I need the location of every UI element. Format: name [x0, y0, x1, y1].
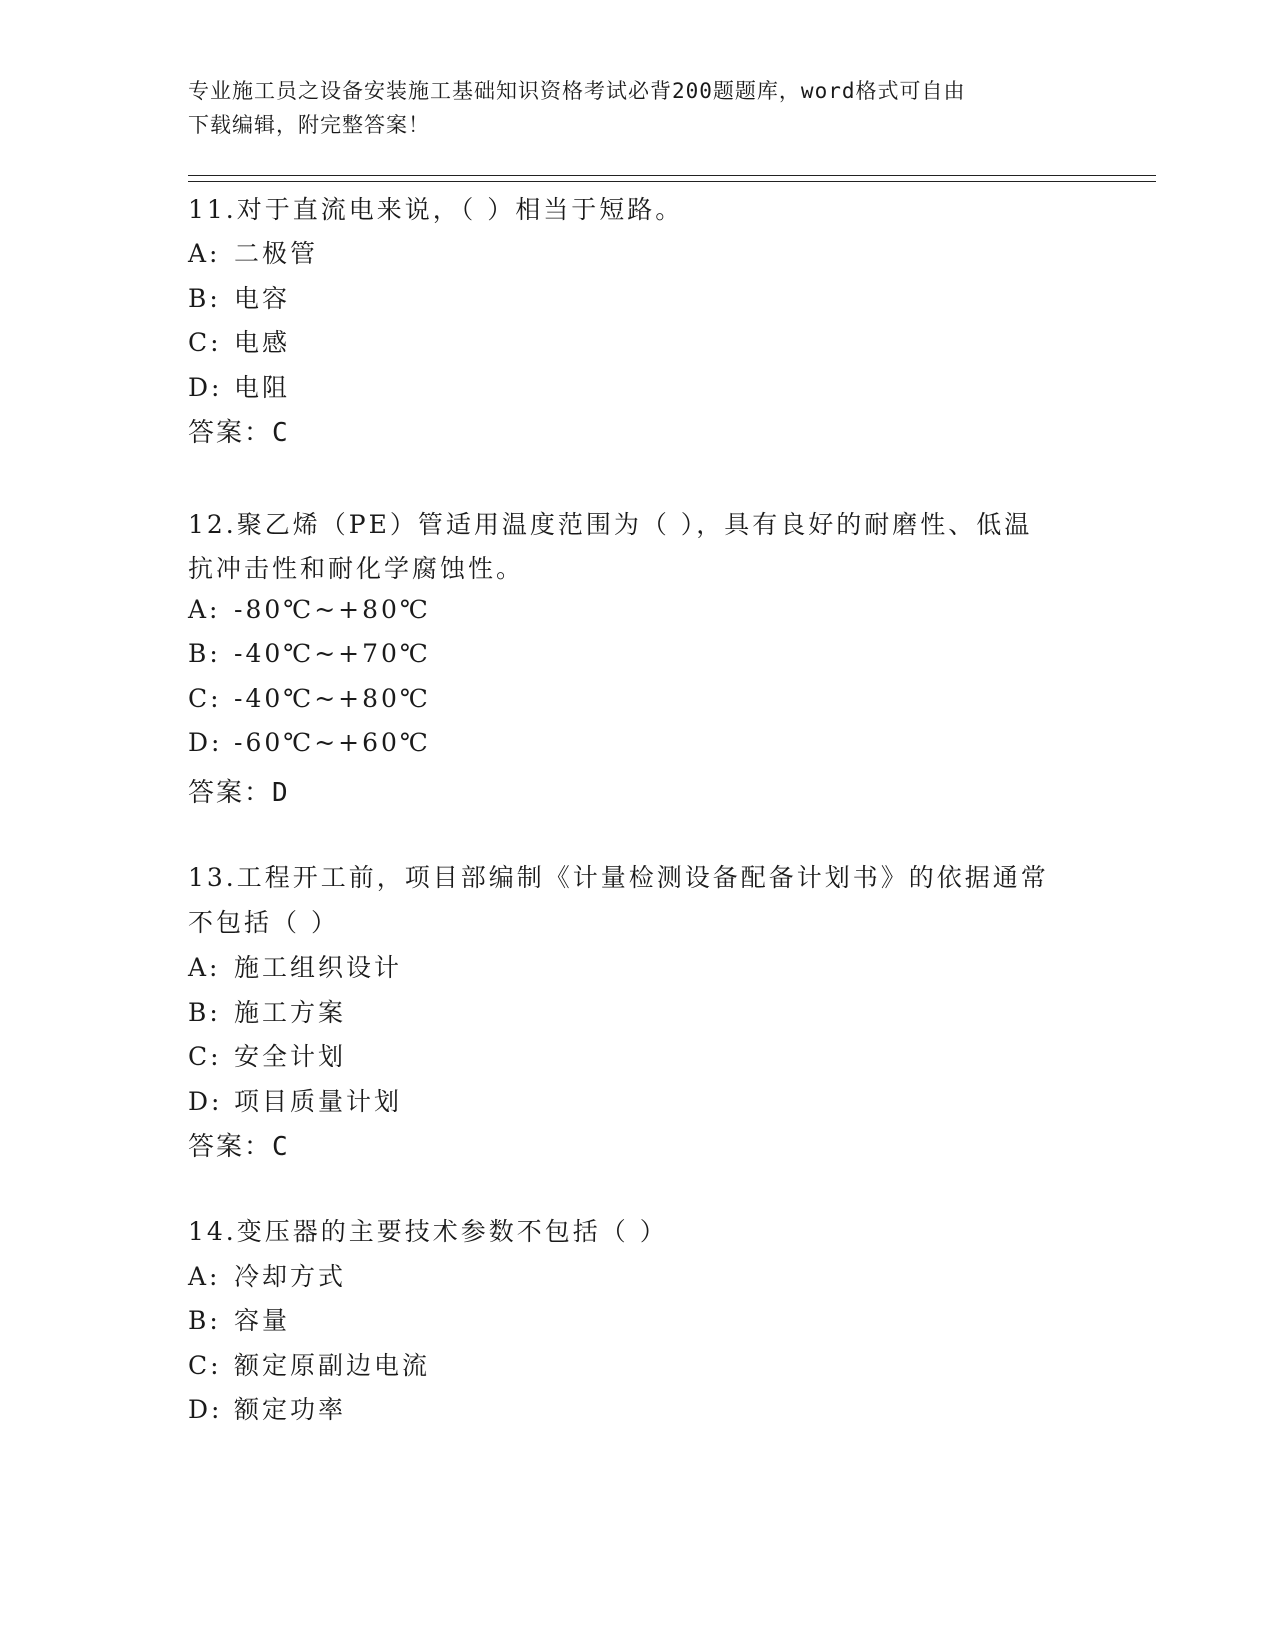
option-label: A: — [188, 1262, 221, 1291]
header-divider-bottom — [188, 181, 1156, 182]
answer-label: 答案： — [188, 418, 273, 448]
option-a — [188, 1257, 346, 1293]
question-stem: 12.聚乙烯（PE）管适用温度范围为（ ），具有良好的耐磨性、低温 — [188, 510, 1033, 539]
option-b — [188, 993, 346, 1029]
option-label: B: — [188, 639, 221, 668]
question-stem: 14.变压器的主要技术参数不包括（ ） — [188, 1217, 668, 1246]
answer-value: D — [272, 778, 290, 808]
option-a — [188, 948, 402, 984]
option-text: 安全计划 — [234, 1042, 347, 1071]
option-text: 额定原副边电流 — [234, 1351, 431, 1380]
option-text: 施工方案 — [234, 998, 347, 1027]
option-text: -80℃~+80℃ — [234, 595, 431, 624]
option-text: 施工组织设计 — [234, 953, 403, 982]
option-d — [188, 368, 290, 404]
option-c — [188, 684, 431, 713]
header-divider-top — [188, 175, 1156, 176]
option-d — [188, 728, 431, 757]
option-c — [188, 1346, 430, 1382]
option-text: 容量 — [234, 1306, 291, 1335]
option-a — [188, 595, 431, 624]
answer-label: 答案： — [188, 1132, 273, 1162]
option-d — [188, 1082, 402, 1118]
option-label: D: — [188, 1395, 223, 1424]
option-text: -60℃~+60℃ — [234, 728, 431, 757]
answer-value: C — [272, 1132, 290, 1162]
option-b — [188, 279, 290, 315]
option-text: 电容 — [234, 284, 291, 313]
option-label: D: — [188, 1087, 223, 1116]
answer-line — [188, 772, 290, 809]
option-text: -40℃~+80℃ — [234, 684, 431, 713]
answer-value: C — [272, 418, 290, 448]
header-line-2: 下载编辑，附完整答案！ — [188, 113, 430, 137]
answer-label: 答案： — [188, 778, 273, 808]
answer-line — [188, 1126, 290, 1163]
document-header — [188, 74, 1088, 142]
option-label: D: — [188, 373, 223, 402]
header-line-1: 专业施工员之设备安装施工基础知识资格考试必背200题题库，word格式可自由 — [188, 79, 966, 103]
option-text: 项目质量计划 — [234, 1087, 403, 1116]
option-label: B: — [188, 998, 221, 1027]
option-d — [188, 1390, 346, 1426]
question-stem-cont: 不包括（ ） — [188, 908, 339, 937]
option-b — [188, 639, 431, 668]
option-label: D: — [188, 728, 223, 757]
option-label: B: — [188, 1306, 221, 1335]
option-text: 冷却方式 — [234, 1262, 347, 1291]
option-label: B: — [188, 284, 221, 313]
option-c — [188, 1037, 346, 1073]
option-label: C: — [188, 1042, 222, 1071]
question-stem: 11.对于直流电来说，（ ）相当于短路。 — [188, 195, 684, 224]
option-text: 二极管 — [234, 239, 319, 268]
option-c — [188, 323, 290, 359]
option-label: C: — [188, 328, 222, 357]
option-label: C: — [188, 1351, 222, 1380]
option-label: C: — [188, 684, 222, 713]
option-label: A: — [188, 239, 221, 268]
option-text: -40℃~+70℃ — [234, 639, 431, 668]
answer-line — [188, 412, 290, 449]
option-b — [188, 1301, 290, 1337]
question-stem-cont: 抗冲击性和耐化学腐蚀性。 — [188, 554, 525, 583]
option-text: 额定功率 — [234, 1395, 347, 1424]
option-label: A: — [188, 595, 221, 624]
option-text: 电感 — [234, 328, 291, 357]
option-a — [188, 234, 318, 270]
option-label: A: — [188, 953, 221, 982]
option-text: 电阻 — [234, 373, 291, 402]
question-stem: 13.工程开工前，项目部编制《计量检测设备配备计划书》的依据通常 — [188, 863, 1049, 892]
